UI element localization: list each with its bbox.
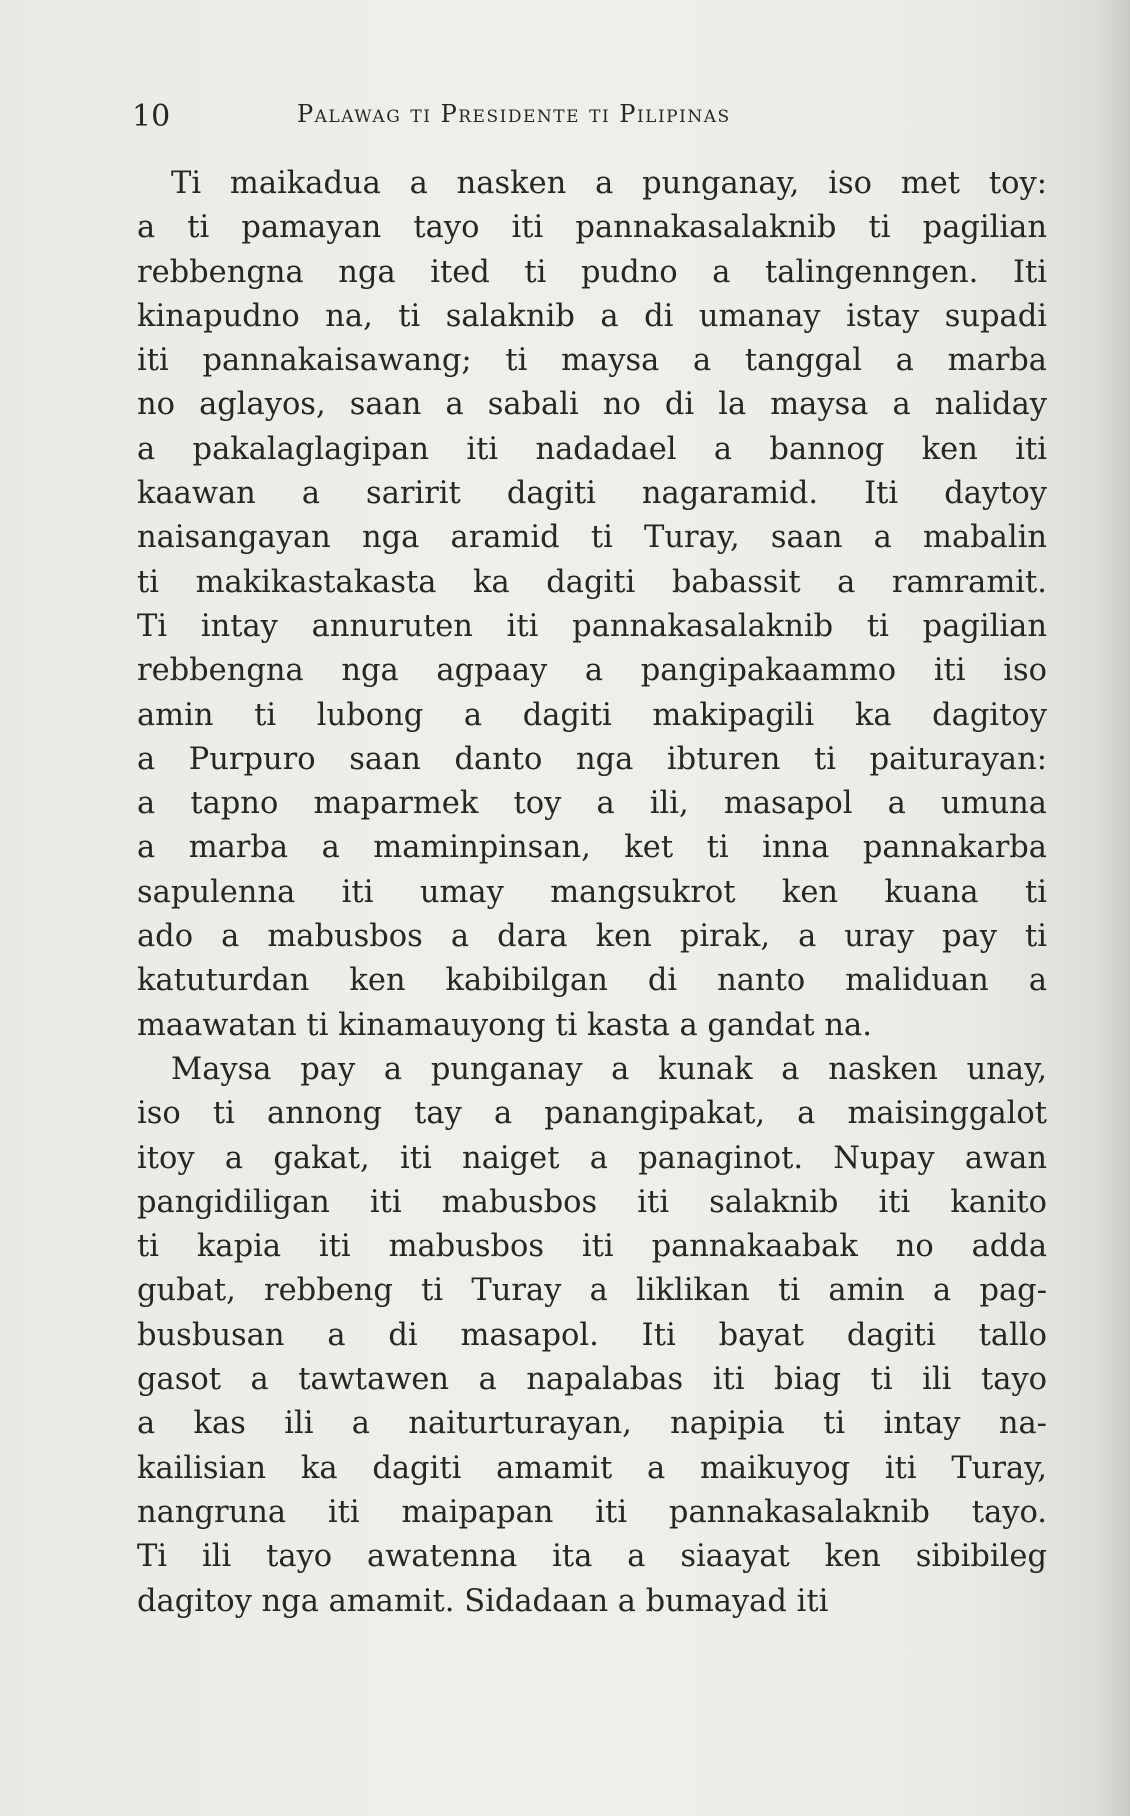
text-line: Ti maikadua a nasken a punganay, iso met toy:: [171, 166, 1047, 201]
text-line: sapulenna iti umay mangsukrot ken kuana ti: [137, 874, 1047, 910]
paragraph-2: [137, 1048, 1047, 1624]
text-line: ado a mabusbos a dara ken pirak, a uray pay ti: [137, 919, 1047, 955]
text-line: kailisian ka dagiti amamit a maikuyog iti Turay,: [137, 1450, 1047, 1486]
text-line: iti pannakaisawang; ti maysa a tanggal a marba: [137, 343, 1047, 379]
text-line: a tapno maparmek toy a ili, masapol a umuna: [137, 786, 1047, 822]
text-line: a ti pamayan tayo iti pannakasalaknib ti pagilian: [137, 210, 1047, 246]
text-line: a Purpuro saan danto nga ibturen ti paiturayan:: [137, 741, 1047, 777]
text-line: Ti ili tayo awatenna ita a siaayat ken sibibileg: [137, 1539, 1047, 1575]
text-line: itoy a gakat, iti naiget a panaginot. Nupay awan: [137, 1140, 1047, 1176]
text-line: Ti intay annuruten iti pannakasalaknib ti pagilian: [137, 608, 1047, 644]
text-line: gubat, rebbeng ti Turay a liklikan ti amin a pag-: [137, 1273, 1047, 1309]
text-line: katuturdan ken kabibilgan di nanto maliduan a: [137, 963, 1047, 999]
text-line: rebbengna nga ited ti pudno a talingenngen. Iti: [137, 254, 1047, 290]
text-line: Maysa pay a punganay a kunak a nasken unay,: [171, 1051, 1047, 1087]
running-head: Palawag ti Presidente ti Pilipinas: [297, 100, 731, 128]
text-line: kaawan a saririt dagiti nagaramid. Iti daytoy: [137, 476, 1047, 512]
paragraph-1: [137, 162, 1047, 1048]
text-line: iso ti annong tay a panangipakat, a maisinggalot: [137, 1096, 1047, 1132]
text-line: kinapudno na, ti salaknib a di umanay istay supadi: [137, 298, 1047, 334]
page-header: [132, 94, 1052, 144]
body-text: [137, 162, 1047, 1624]
text-line: ti kapia iti mabusbos iti pannakaabak no adda: [137, 1229, 1047, 1265]
text-line: a marba a maminpinsan, ket ti inna pannakarba: [137, 830, 1047, 866]
text-line: naisangayan nga aramid ti Turay, saan a mabalin: [137, 520, 1047, 556]
text-line: pangidiligan iti mabusbos iti salaknib iti kanito: [137, 1184, 1047, 1220]
text-line: dagitoy nga amamit. Sidadaan a bumayad iti: [137, 1583, 829, 1619]
text-line: gasot a tawtawen a napalabas iti biag ti ili tayo: [137, 1362, 1047, 1398]
text-line: busbusan a di masapol. Iti bayat dagiti tallo: [137, 1317, 1047, 1353]
text-line: rebbengna nga agpaay a pangipakaammo iti iso: [137, 653, 1047, 689]
text-line: a kas ili a naiturturayan, napipia ti intay na-: [137, 1406, 1047, 1442]
text-line: no aglayos, saan a sabali no di la maysa a naliday: [137, 387, 1047, 423]
text-line: maawatan ti kinamauyong ti kasta a gandat na.: [137, 1007, 872, 1043]
text-line: ti makikastakasta ka dagiti babassit a ramramit.: [137, 564, 1047, 600]
page-edge-shadow: [1100, 0, 1130, 1816]
page-number: 10: [132, 99, 171, 134]
text-line: a pakalaglagipan iti nadadael a bannog ken iti: [137, 431, 1047, 467]
text-line: nangruna iti maipapan iti pannakasalaknib tayo.: [137, 1494, 1047, 1530]
text-line: amin ti lubong a dagiti makipagili ka dagitoy: [137, 697, 1047, 733]
